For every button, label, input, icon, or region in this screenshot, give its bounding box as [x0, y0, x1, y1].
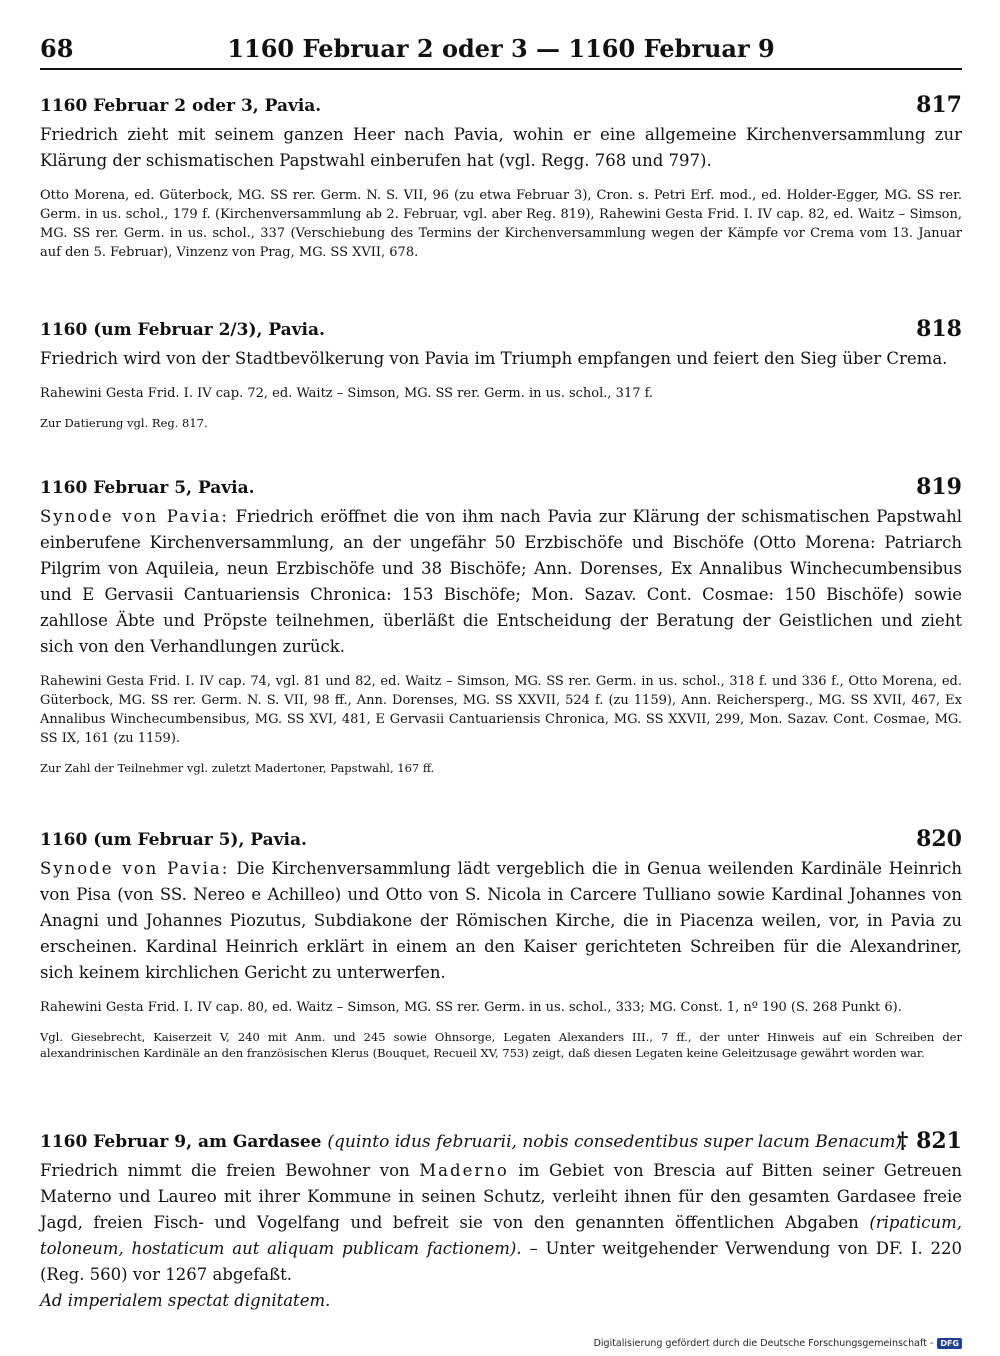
entry-number: 818 — [916, 316, 962, 342]
entry-head — [40, 1128, 962, 1158]
entry-date: 1160 (um Februar 5), Pavia. — [40, 830, 307, 850]
regest-entry-821 — [40, 1128, 962, 1314]
entry-note: Zur Datierung vgl. Reg. 817. — [40, 416, 208, 430]
page-header — [40, 34, 962, 70]
entry-text-part: im Gebiet von Brescia auf Bitten seiner Getreuen Materno und Laureo mit ihrer Kommune in seinen Schutz, verleiht ihnen für den gesamten Gardasee freie Jagd, freien Fisch- und Vogelfang und befreit sie von den genannten öffentlichen Abgaben — [40, 1161, 962, 1232]
entry-date — [40, 1132, 908, 1152]
entry-text-part: – Unter weitgehender Verwendung von DF. I. 220 (Reg. 560) vor 1267 abgefaßt. — [40, 1239, 962, 1284]
entry-number: 820 — [916, 826, 962, 852]
entry-text — [40, 504, 962, 660]
page-number: 68 — [40, 34, 74, 63]
entry-head — [40, 316, 962, 346]
regest-entry-817 — [40, 92, 962, 262]
regest-entry-819 — [40, 474, 963, 776]
entry-note: Vgl. Giesebrecht, Kaiserzeit V, 240 mit Anm. und 245 sowie Ohnsorge, Legaten Alexanders III., 7 ff., der unter Hinweis auf ein Schreiben der alexandrinischen Kardinäle an den französischen Klerus (Bouquet, Recueil XV, 753) zeigt, daß diesen Legaten keine Geleitzusage gewährt worden war. — [40, 1030, 962, 1060]
entry-number: 817 — [916, 92, 962, 118]
entry-head — [40, 474, 962, 504]
running-title: 1160 Februar 2 oder 3 — 1160 Februar 9 — [227, 34, 775, 63]
entry-lead: Synode von Pavia: — [40, 859, 230, 878]
entry-sources: Rahewini Gesta Frid. I. IV cap. 72, ed. Waitz – Simson, MG. SS rer. Germ. in us. schol., 317 f. — [40, 386, 654, 401]
entry-text-part: Friedrich nimmt die freien Bewohner von — [40, 1161, 410, 1180]
entry-lead: Synode von Pavia: — [40, 507, 229, 526]
entry-number: † 821 — [896, 1128, 962, 1154]
entry-date: 1160 Februar 5, Pavia. — [40, 478, 255, 498]
entry-head — [40, 826, 962, 856]
entry-note: Zur Zahl der Teilnehmer vgl. zuletzt Madertoner, Papstwahl, 167 ff. — [40, 761, 435, 775]
regest-entry-820 — [40, 826, 963, 1061]
entry-date-latin: (quinto idus februarii, nobis consedentibus super lacum Benacum). — [327, 1132, 908, 1152]
closing-latin: Ad imperialem spectat dignitatem. — [40, 1291, 331, 1310]
latin-quote: (ripaticum, toloneum, hostaticum aut aliquam publicam factionem). — [40, 1213, 962, 1258]
regest-entry-818 — [40, 316, 962, 431]
place-name: Maderno — [419, 1161, 509, 1180]
entry-sources: Rahewini Gesta Frid. I. IV cap. 80, ed. Waitz – Simson, MG. SS rer. Germ. in us. schol., 333; MG. Const. 1, nº 190 (S. 268 Punkt 6). — [40, 1000, 902, 1015]
entry-date: 1160 (um Februar 2/3), Pavia. — [40, 320, 325, 340]
entry-sources: Otto Morena, ed. Güterbock, MG. SS rer. Germ. N. S. VII, 96 (zu etwa Februar 3), Cron. s. Petri Erf. mod., ed. Holder-Egger, MG. SS rer. Germ. in us. schol., 179 f. (Kirchenversammlung ab 2. Februar, vgl. aber Reg. 819), Rahewini Gesta Frid. I. IV cap. 82, ed. Waitz – Simson, MG. SS rer. Germ. in us. schol., 337 (Verschiebung des Termins der Kirchenversammlung wegen der Kämpfe vor Crema vom 13. Januar auf den 5. Februar), Vinzenz von Prag, MG. SS XVII, 678. — [40, 188, 962, 260]
entry-text: Friedrich zieht mit seinem ganzen Heer nach Pavia, wohin er eine allgemeine Kirchenversammlung zur Klärung der schismatischen Papstwahl einberufen hat (vgl. Regg. 768 und 797). — [40, 125, 962, 170]
entry-date: 1160 Februar 2 oder 3, Pavia. — [40, 96, 322, 116]
entry-sources: Rahewini Gesta Frid. I. IV cap. 74, vgl. 81 und 82, ed. Waitz – Simson, MG. SS rer. Germ. in us. schol., 318 f. und 336 f., Otto Morena, ed. Güterbock, MG. SS rer. Germ. N. S. VII, 98 ff., Ann. Dorenses, MG. SS XXVII, 524 f. (zu 1159), Ann. Reichersperg., MG. SS XVII, 467, Ex Annalibus Winchecumbensibus, MG. SS XVI, 481, E Gervasii Cantuariensis Chronica, MG. SS XXVII, 299, Mon. Sazav. Cont. Cosmae, MG. SS IX, 161 (zu 1159). — [40, 674, 962, 746]
entry-date-place: 1160 Februar 9, am Gardasee — [40, 1132, 322, 1152]
entry-text-body: Die Kirchenversammlung lädt vergeblich die in Genua weilenden Kardinäle Heinrich von Pisa (von SS. Nereo e Achilleo) und Otto von S. Nicola in Carcere Tulliano sowie Kardinal Johannes von Anagni und Johannes Piozutus, Subdiakone der Römischen Kirche, die in Piacenza weilen, vor, in Pavia zu erscheinen. Kardinal Heinrich erklärt in einem an den Kaiser gerichteten Schreiben für die Alexandriner, sich keinem kirchlichen Gericht zu unterwerfen. — [40, 859, 963, 982]
entry-text-body: Friedrich eröffnet die von ihm nach Pavia zur Klärung der schismatischen Papstwahl einberufene Kirchenversammlung, an der ungefähr 50 Erzbischöfe und Bischöfe (Otto Morena: Patriarch Pilgrim von Aquileia, neun Erzbischöfe und 38 Bischöfe; Ann. Dorenses, Ex Annalibus Winchecumbensibus und E Gervasii Cantuariensis Chronica: 153 Bischöfe; Mon. Sazav. Cont. Cosmae: 150 Bischöfe) sowie zahllose Äbte und Pröpste teilnehmen, überläßt die Entscheidung der Beratung der Geistlichen und zieht sich von den Verhandlungen zurück. — [40, 507, 963, 656]
entry-text — [40, 1158, 962, 1314]
footer — [594, 1338, 962, 1349]
entry-text — [40, 856, 962, 986]
dfg-logo: DFG — [937, 1338, 962, 1349]
entry-text: Friedrich wird von der Stadtbevölkerung von Pavia im Triumph empfangen und feiert den Sieg über Crema. — [40, 349, 948, 368]
entry-head — [40, 92, 962, 122]
entry-number: 819 — [916, 474, 962, 500]
footer-text: Digitalisierung gefördert durch die Deutsche Forschungsgemeinschaft - — [593, 1338, 934, 1349]
